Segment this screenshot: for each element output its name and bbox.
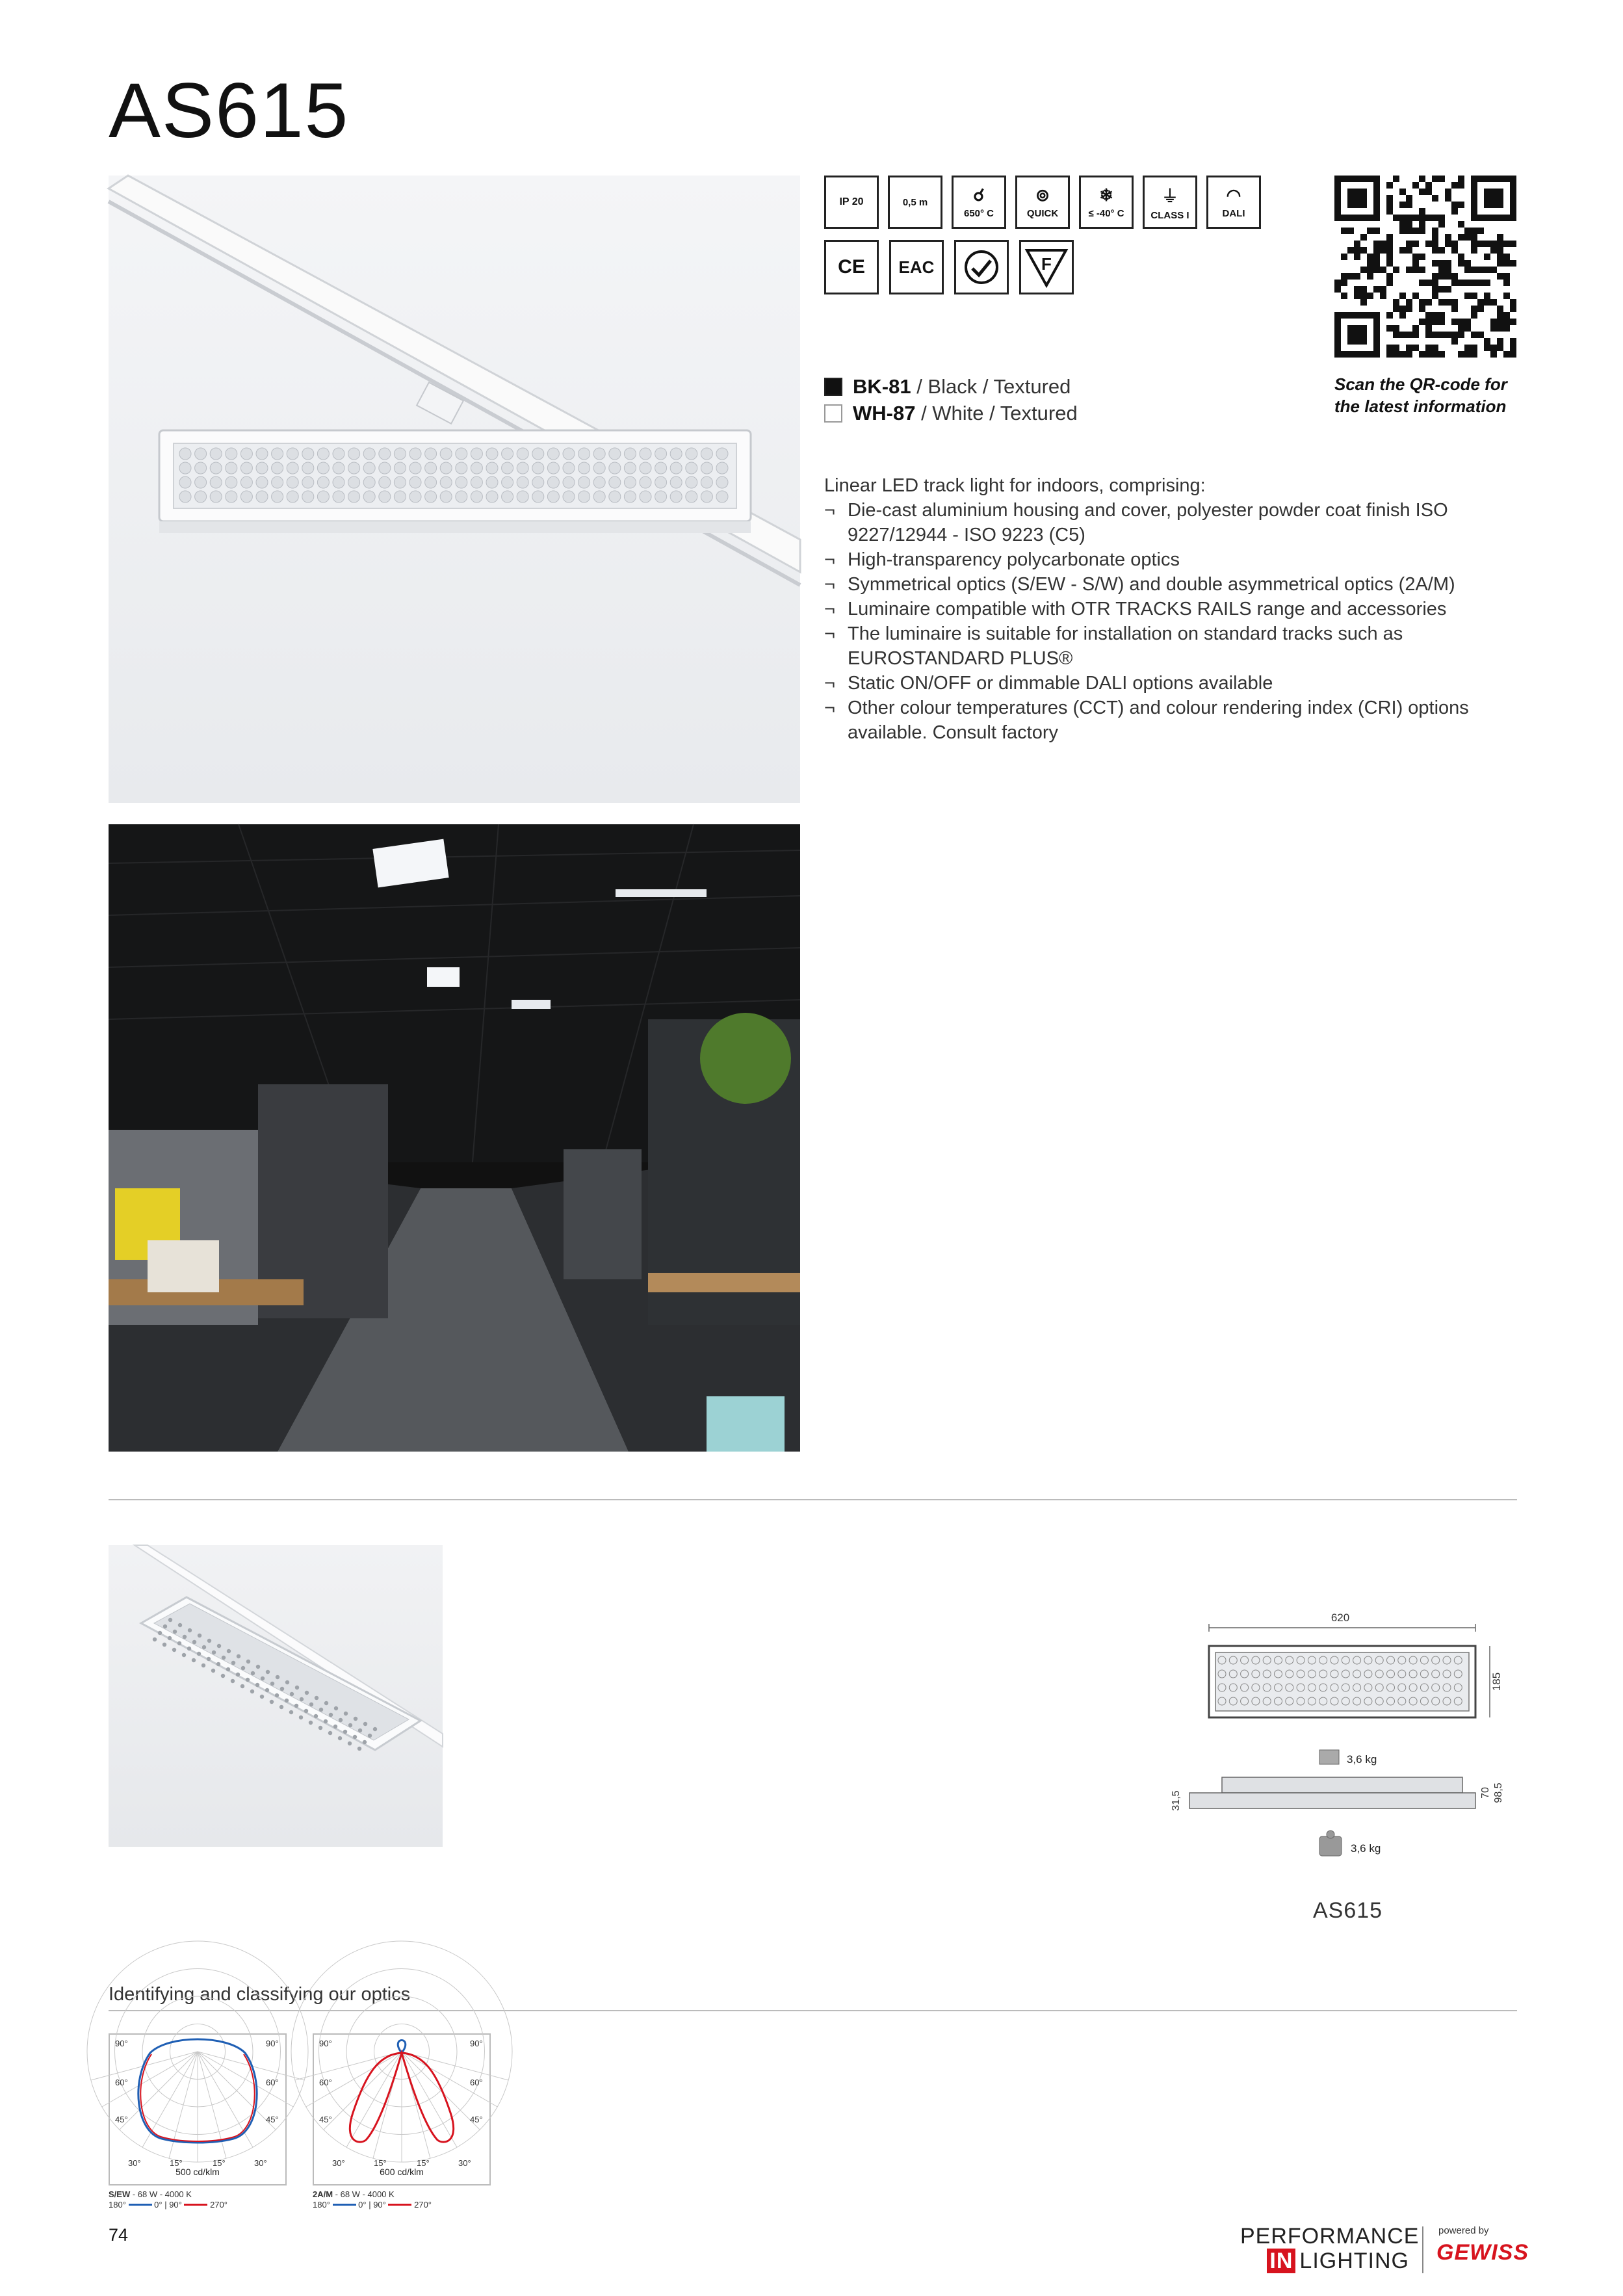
legend-line-blue — [129, 2204, 152, 2206]
polar-angle-label: 15° — [374, 2158, 387, 2168]
feature-item: ¬ Die-cast aluminium housing and cover, polyester powder coat finish ISO 9227/12944 - ISO 9223 (C5) — [824, 498, 1526, 547]
feature-item: ¬ Other colour temperatures (CCT) and colour rendering index (CRI) options available. Consult factory — [824, 696, 1526, 745]
legend-label: 270° — [414, 2200, 432, 2210]
page-number: 74 — [109, 2225, 129, 2245]
color-code: BK-81 — [853, 375, 911, 398]
color-option-bk81 — [824, 373, 1078, 400]
white-swatch — [824, 404, 842, 423]
polar-angle-label: 45° — [115, 2115, 128, 2124]
black-swatch — [824, 378, 842, 396]
polar-caption-sew: S/EW - 68 W - 4000 K 180° 0° | 90° 270° — [109, 2189, 227, 2210]
polar-angle-label: 30° — [128, 2158, 141, 2168]
product-title: AS615 — [109, 67, 350, 154]
dali-icon: ◠ DALI — [1206, 176, 1261, 229]
class-i-icon: ⏚ CLASS I — [1143, 176, 1197, 229]
quick-label: QUICK — [1026, 208, 1059, 219]
legend-label: 90° — [169, 2200, 182, 2210]
polar-angle-label: 15° — [417, 2158, 430, 2168]
weight-icon — [1319, 1836, 1342, 1856]
feature-item: ¬ Static ON/OFF or dimmable DALI options available — [824, 671, 1526, 696]
optic-spec: - 68 W - 4000 K — [130, 2189, 192, 2199]
polar-angle-label: 15° — [170, 2158, 183, 2168]
polar-intensity-label: 500 cd/klm — [175, 2167, 220, 2177]
f-mark-label: F — [1041, 254, 1052, 274]
polar-angle-label: 45° — [470, 2115, 483, 2124]
powered-by: powered by — [1438, 2225, 1489, 2236]
brand-logo — [1240, 2224, 1420, 2273]
quick-icon: ⊚ QUICK — [1015, 176, 1070, 229]
feature-item: ¬ The luminaire is suitable for installation on standard tracks such as EUROSTANDARD PLUS® — [824, 621, 1526, 671]
dimension-drawing — [1171, 1606, 1508, 1879]
polar-caption-2am: 2A/M - 68 W - 4000 K 180° 0° | 90° 270° — [313, 2189, 432, 2210]
polar-angle-label: 90° — [266, 2039, 279, 2048]
polar-angle-label: 90° — [115, 2039, 128, 2048]
optic-spec: - 68 W - 4000 K — [333, 2189, 395, 2199]
polar-intensity-label: 600 cd/klm — [380, 2167, 424, 2177]
color-option-wh87 — [824, 400, 1078, 426]
glow-wire-icon: ☌ 650° C — [952, 176, 1006, 229]
application-photo — [109, 824, 800, 1452]
dim-weight-top: 3,6 kg — [1347, 1753, 1377, 1766]
low-temp-icon: ❄ ≤ -40° C — [1079, 176, 1134, 229]
polar-angle-label: 15° — [213, 2158, 226, 2168]
eac-mark-icon — [889, 240, 944, 294]
legend-label: 0° — [358, 2200, 367, 2210]
polar-angle-label: 90° — [470, 2039, 483, 2048]
polar-angle-label: 30° — [332, 2158, 345, 2168]
eac-label: EAC — [898, 257, 935, 277]
polar-angle-label: 45° — [319, 2115, 332, 2124]
feature-item: ¬ High-transparency polycarbonate optics — [824, 547, 1526, 572]
color-desc: / White / Textured — [915, 402, 1078, 424]
dim-height-right-2: 98,5 — [1493, 1782, 1504, 1803]
description-intro: Linear LED track light for indoors, comprising: — [824, 475, 1206, 496]
dim-height-left: 31,5 — [1171, 1790, 1182, 1811]
legend-line-blue — [333, 2204, 356, 2206]
dali-label: DALI — [1222, 208, 1245, 219]
dim-height-right-1: 70 — [1480, 1787, 1491, 1799]
dim-depth: 185 — [1490, 1672, 1503, 1691]
model-caption: AS615 — [1313, 1898, 1383, 1923]
brand-in: IN — [1267, 2249, 1295, 2273]
qr-code[interactable] — [1334, 176, 1516, 358]
polar-chart-sew — [109, 2033, 287, 2185]
color-desc: / Black / Textured — [911, 375, 1071, 398]
section-divider — [109, 1499, 1517, 1500]
ce-label: CE — [838, 256, 865, 278]
polar-angle-label: 60° — [115, 2078, 128, 2087]
polar-chart-2am — [313, 2033, 491, 2185]
optics-divider — [109, 2010, 1517, 2011]
optic-code: 2A/M — [313, 2189, 333, 2199]
distance-icon — [888, 176, 942, 229]
rcm-mark-icon — [954, 240, 1009, 294]
class-i-label: CLASS I — [1150, 210, 1189, 221]
brand-line2: LIGHTING — [1299, 2249, 1409, 2273]
color-legend — [824, 373, 1078, 426]
optic-code: S/EW — [109, 2189, 131, 2199]
dim-width: 620 — [1331, 1611, 1350, 1624]
legend-label: 180° — [109, 2200, 126, 2210]
polar-angle-label: 30° — [458, 2158, 471, 2168]
f-mark-icon — [1019, 240, 1074, 294]
legend-label: 0° — [154, 2200, 162, 2210]
ip20-label: IP 20 — [839, 196, 864, 207]
color-code: WH-87 — [853, 402, 916, 424]
legend-label: 180° — [313, 2200, 330, 2210]
ip20-icon — [824, 176, 879, 229]
brand-separator — [1422, 2226, 1423, 2273]
legend-line-red — [388, 2204, 411, 2206]
product-photo — [109, 176, 800, 803]
distance-label: 0,5 m — [902, 196, 928, 208]
glow-wire-label: 650° C — [963, 208, 994, 219]
legend-label: 270° — [210, 2200, 227, 2210]
feature-item: ¬ Symmetrical optics (S/EW - S/W) and double asymmetrical optics (2A/M) — [824, 572, 1526, 597]
legend-label: 90° — [373, 2200, 386, 2210]
polar-angle-label: 45° — [266, 2115, 279, 2124]
dim-weight-bottom: 3,6 kg — [1351, 1842, 1381, 1855]
brand-line1: PERFORMANCE — [1240, 2224, 1420, 2249]
ce-mark-icon — [824, 240, 879, 294]
polar-angle-label: 60° — [266, 2078, 279, 2087]
low-temp-label: ≤ -40° C — [1088, 208, 1124, 219]
product-description — [824, 473, 1526, 745]
gewiss-logo: GEWISS — [1436, 2240, 1529, 2265]
legend-line-red — [184, 2204, 207, 2206]
polar-angle-label: 60° — [319, 2078, 332, 2087]
feature-item: ¬ Luminaire compatible with OTR TRACKS RAILS range and accessories — [824, 597, 1526, 621]
product-photo-small — [109, 1545, 443, 1847]
polar-angle-label: 30° — [254, 2158, 267, 2168]
polar-angle-label: 60° — [470, 2078, 483, 2087]
polar-angle-label: 90° — [319, 2039, 332, 2048]
qr-caption: Scan the QR-code for the latest information — [1334, 374, 1507, 416]
feature-list — [824, 498, 1526, 745]
optics-title: Identifying and classifying our optics — [109, 1984, 411, 2005]
